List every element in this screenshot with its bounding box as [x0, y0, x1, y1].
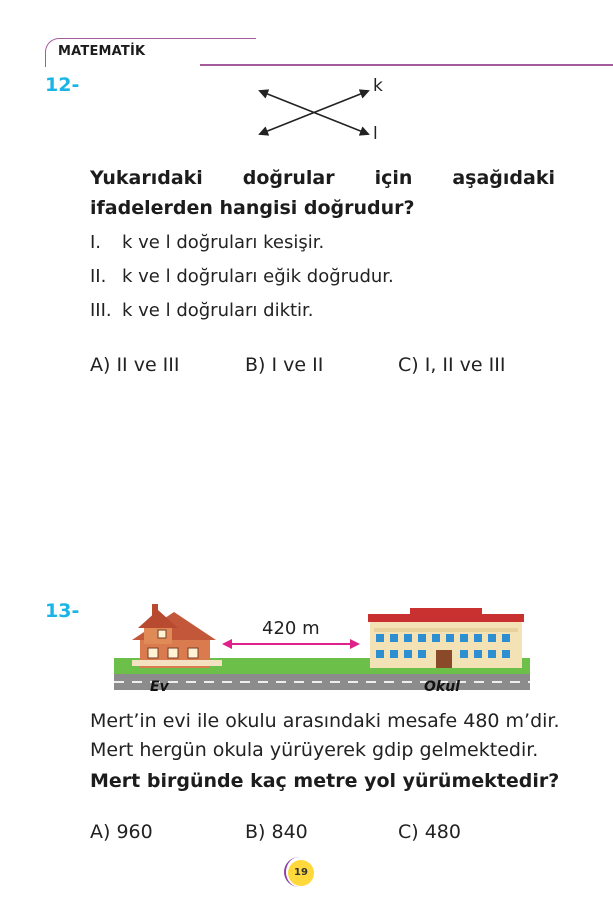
q12-choice-b[interactable]: B) I ve II [245, 354, 324, 376]
question-12-number: 12- [45, 74, 80, 96]
q13-choice-a[interactable]: A) 960 [90, 821, 153, 843]
statement-1-text: k ve l doğruları kesişir. [122, 232, 325, 253]
header-rule [200, 64, 613, 66]
statement-3-text: k ve l doğruları diktir. [122, 300, 314, 321]
statement-2-num: II. [90, 266, 107, 287]
statement-3-num: III. [90, 300, 112, 321]
line-l-label: l [373, 124, 378, 144]
line-k-label: k [373, 76, 383, 96]
q12-choice-c[interactable]: C) I, II ve III [398, 354, 506, 376]
house-label: Ev [150, 679, 169, 695]
q13-question: Mert birgünde kaç metre yol yürümektedir? [90, 770, 560, 792]
subject-title: MATEMATİK [58, 44, 146, 59]
school-label: Okul [424, 679, 460, 695]
q13-choice-c[interactable]: C) 480 [398, 821, 461, 843]
statement-1-num: I. [90, 232, 102, 253]
q13-text-line-2: Mert hergün okula yürüyerek gdip gelmektedir. [90, 739, 539, 761]
question-13-number: 13- [45, 600, 80, 622]
distance-label: 420 m [262, 618, 320, 639]
q13-text-line-1: Mert’in evi ile okulu arasındaki mesafe 480 m’dir. [90, 710, 560, 732]
page-number: 19 [288, 860, 314, 886]
house-icon [132, 604, 222, 668]
school-icon [368, 608, 524, 668]
question-12-prompt: Yukarıdaki doğrular için aşağıdaki ifadelerden hangisi doğrudur? [90, 167, 555, 219]
q13-choice-b[interactable]: B) 840 [245, 821, 308, 843]
house-school-illustration [112, 600, 532, 696]
statement-2-text: k ve l doğruları eğik doğrudur. [122, 266, 394, 287]
q12-choice-a[interactable]: A) II ve III [90, 354, 180, 376]
